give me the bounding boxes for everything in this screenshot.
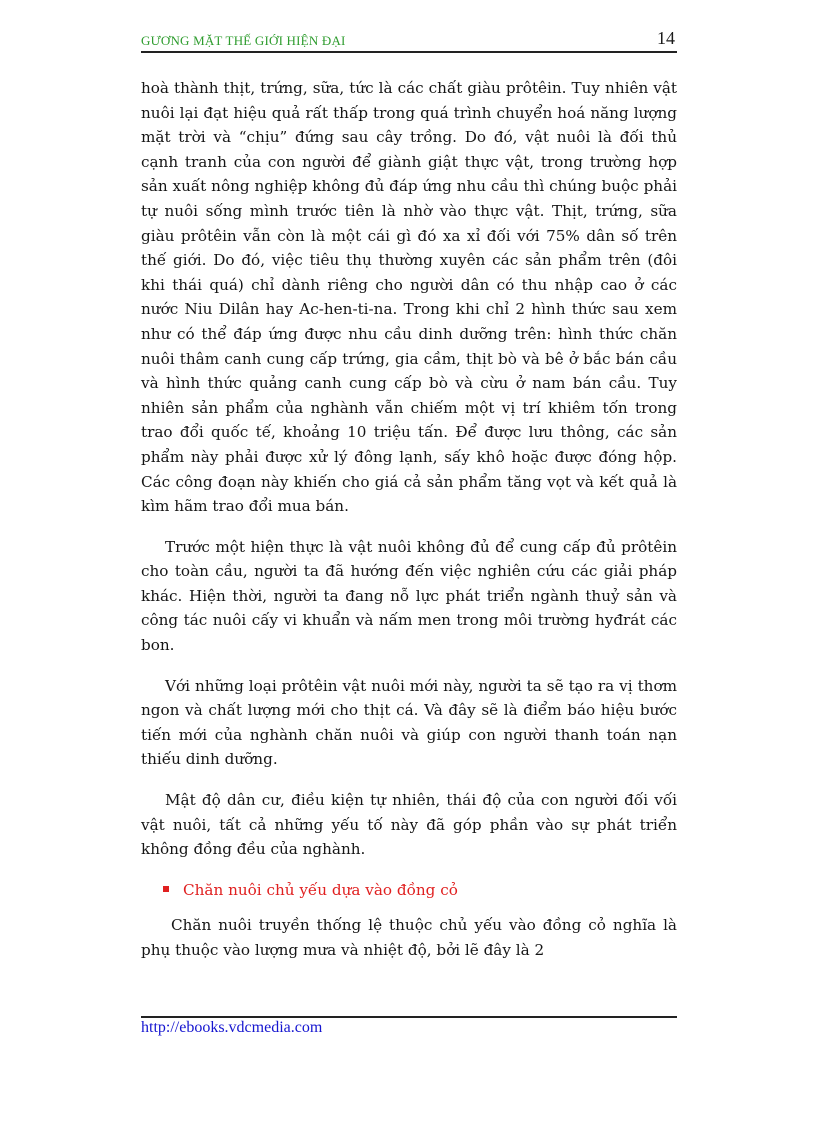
body-text <box>141 76 677 963</box>
running-header-title: GƯƠNG MẶT THẾ GIỚI HIỆN ĐẠI <box>141 33 346 48</box>
footer-divider <box>141 1016 677 1018</box>
section-heading-text: Chăn nuôi chủ yếu dựa vào đồng cỏ <box>183 880 458 899</box>
bullet-square-icon <box>163 886 169 892</box>
footer-link[interactable]: http://ebooks.vdcmedia.com <box>141 1019 323 1036</box>
paragraph-new-protein: Với những loại prôtêin vật nuôi mới này, người ta sẽ tạo ra vị thơm ngon và chất lượng mới cho thịt cá. Và đây sẽ là điểm báo hiệu bước tiến mới của nghành chăn nuôi và giúp con người thanh toán nạn thiếu dinh dưỡng. <box>141 676 677 769</box>
page-number: 14 <box>657 28 675 48</box>
header-divider <box>141 51 677 53</box>
paragraph-uneven-development: Mật độ dân cư, điều kiện tự nhiên, thái độ của con người đối vối vật nuôi, tất cả những yếu tố này đã góp phần vào sự phát triển không đồng đều của nghành. <box>141 791 677 859</box>
section-heading <box>163 878 677 903</box>
page-header <box>141 27 677 51</box>
paragraph-pasture: Chăn nuôi truyền thống lệ thuộc chủ yếu vào đồng cỏ nghĩa là phụ thuộc vào lượng mưa và nhiệt độ, bởi lẽ đây là 2 <box>141 916 677 959</box>
paragraph-continuation: hoà thành thịt, trứng, sữa, tức là các chất giàu prôtêin. Tuy nhiên vật nuôi lại đạt hiệu quả rất thấp trong quá trình chuyển hoá năng lượng mặt trời và “chịu” đứng sau cây trồng. Do đó, vật nuôi là đối thủ cạnh tranh của con người để giành giật thực vật, trong trường hợp sản xuất nông nghiệp không đủ đáp ứng nhu cầu thì chúng buộc phải tự nuôi sống mình trước tiên là nhờ vào thực vật. Thịt, trứng, sữa giàu prôtêin vẫn còn là một cái gì đó xa xỉ đối với 75% dân số trên thế giới. Do đó, việc tiêu thụ thường xuyên các sản phẩm trên (đôi khi thái quá) chỉ dành riêng cho người dân có thu nhập cao ở các nước Niu Dilân hay Ac-hen-ti-na. Trong khi chỉ 2 hình thức sau xem như có thể đáp ứng được nhu cầu dinh dưỡng trên: hình thức chăn nuôi thâm canh cung cấp trứng, gia cầm, thịt bò và bê ở bắc bán cầu và hình thức quảng canh cung cấp bò và cừu ở nam bán cầu. Tuy nhiên sản phẩm của nghành vẫn chiếm một vị trí khiêm tốn trong trao đổi quốc tế, khoảng 10 triệu tấn. Để được lưu thông, các sản phẩm này phải được xử lý đông lạnh, sấy khô hoặc được đóng hộp. Các công đoạn này khiến cho giá cả sản phẩm tăng vọt và kết quả là kìm hãm trao đổi mua bán. <box>141 79 677 516</box>
paragraph-protein-research: Trước một hiện thực là vật nuôi không đủ để cung cấp đủ prôtêin cho toàn cầu, người ta đã hướng đến việc nghiên cứu các giải pháp khác. Hiện thời, người ta đang nỗ lực phát triển ngành thuỷ sản và công tác nuôi cấy vi khuẩn và nấm men trong môi trường hyđrát các bon. <box>141 537 677 655</box>
